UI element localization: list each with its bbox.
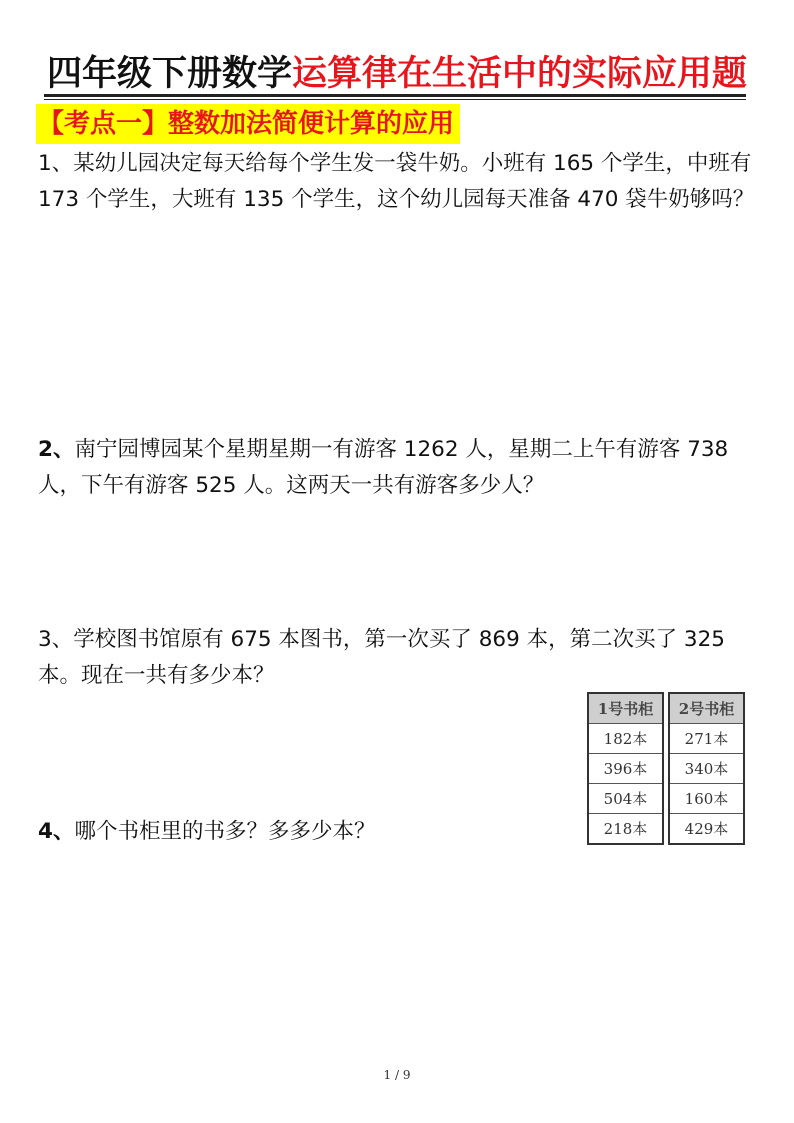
question-number: 3、	[38, 627, 74, 652]
table-cell: 160本	[669, 784, 744, 814]
table-cell: 504本	[588, 784, 663, 814]
table-cell: 218本	[588, 814, 663, 845]
section-heading: 【考点一】整数加法简便计算的应用	[36, 104, 460, 144]
title-grade-part: 四年级下册数学	[46, 54, 292, 94]
title-underline-thick	[44, 94, 746, 97]
question-2	[38, 432, 758, 504]
question-number: 4、	[38, 819, 75, 844]
table-cell: 396本	[588, 754, 663, 784]
table-cell: 340本	[669, 754, 744, 784]
table-cell: 429本	[669, 814, 744, 845]
page-number: 1 / 9	[383, 1068, 411, 1082]
question-number: 2、	[38, 437, 75, 462]
table-header: 2号书柜	[669, 693, 744, 724]
title-topic-part: 运算律在生活中的实际应用题	[292, 54, 748, 94]
question-text: 哪个书柜里的书多？多多少本？	[74, 819, 376, 844]
bookshelf-1-table	[587, 692, 664, 845]
question-1	[38, 146, 758, 218]
question-text: 学校图书馆原有 675 本图书，第一次买了 869 本，第二次买了 325 本。现在一共有多少本？	[38, 627, 725, 688]
table-header: 1号书柜	[588, 693, 663, 724]
table-cell: 271本	[669, 724, 744, 754]
question-number: 1、	[38, 151, 74, 176]
question-text: 某幼儿园决定每天给每个学生发一袋牛奶。小班有 165 个学生，中班有 173 个学生，大班有 135 个学生，这个幼儿园每天准备 470 袋牛奶够吗？	[38, 151, 755, 212]
table-cell: 182本	[588, 724, 663, 754]
bookshelf-2-table	[668, 692, 745, 845]
title-underline-thin	[44, 99, 746, 100]
question-text: 南宁园博园某个星期星期一有游客 1262 人，星期二上午有游客 738 人，下午有游客 525 人。这两天一共有游客多少人？	[38, 437, 729, 498]
question-3	[38, 622, 758, 694]
page-title	[0, 52, 794, 96]
